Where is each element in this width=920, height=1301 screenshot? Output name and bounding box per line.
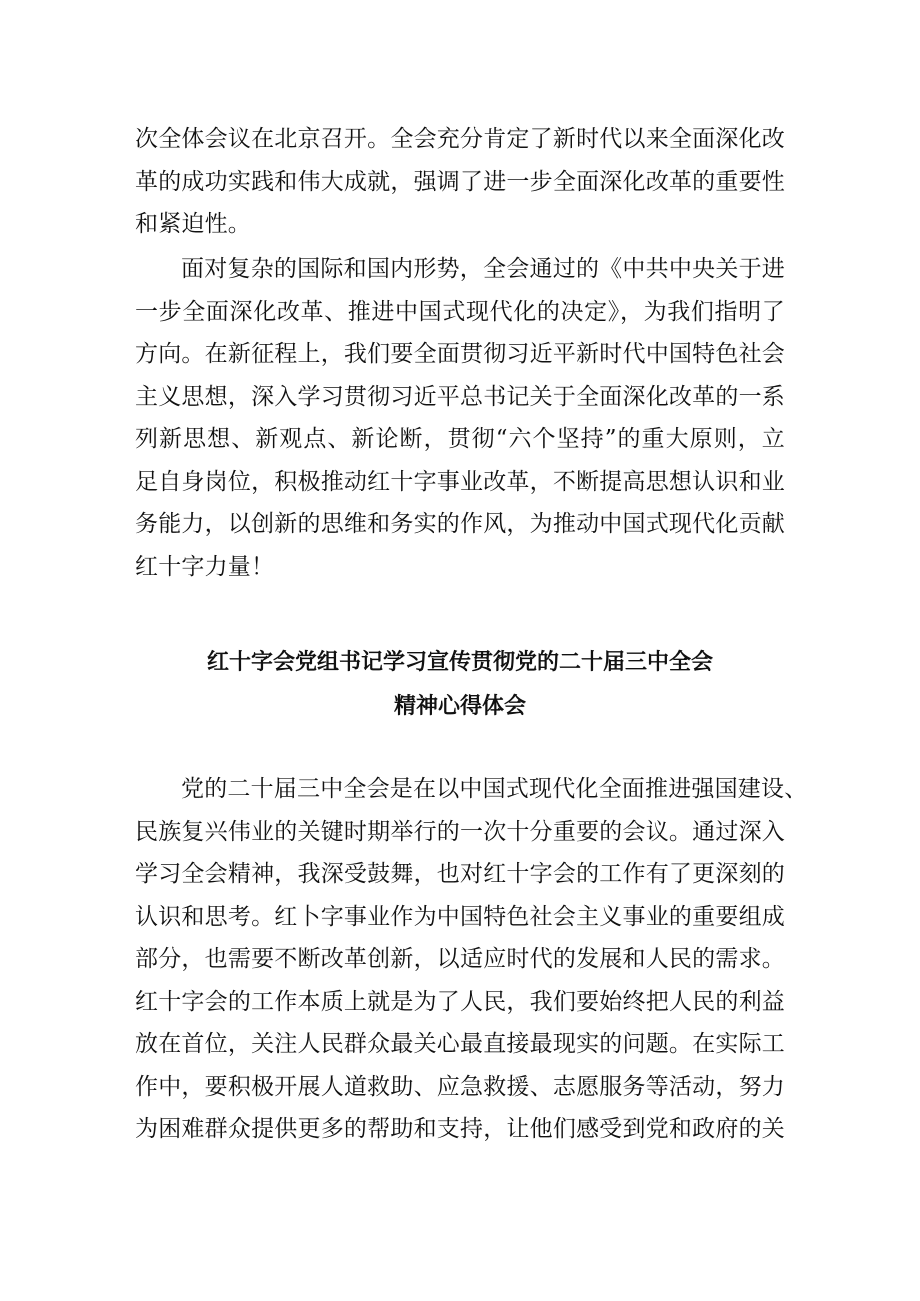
text-line: 学习全会精神，我深受鼓舞，也对红十字会的工作有了更深刻的	[135, 861, 785, 887]
text-line: 认识和思考。红卜字事业作为中国特色社会主义事业的重要组成	[135, 903, 785, 930]
text-line: 部分，也需要不断改革创新，以适应时代的发展和人民的需求。	[135, 946, 785, 972]
text-line: 主义思想，深入学习贯彻习近平总书记关于全面深化改革的一系	[135, 383, 785, 410]
text-line: 面对复杂的国际和国内形势，全会通过的《中共中央关于进	[181, 256, 785, 282]
text-line: 革的成功实践和伟大成就，强调了进一步全面深化改革的重要性	[135, 168, 785, 195]
text-line: 作中，要积极开展人道救助、应急救援、志愿服务等活动，努力	[135, 1073, 785, 1100]
paragraph-continuation	[135, 118, 785, 246]
text-line: 务能力，以创新的思维和务实的作风，为推动中国式现代化贡献	[135, 511, 785, 537]
section-title-line2: 精神心得体会	[393, 694, 526, 719]
section-title-line1: 红十字会党组书记学习宣传贯彻党的二十届三中全会	[206, 650, 713, 675]
text-line: 放在首位，关注人民群众最关心最直接最现实的问题。在实际工	[135, 1031, 785, 1057]
text-line: 列新思想、新观点、新论断，贯彻“六个坚持”的重大原则，立	[135, 426, 785, 452]
text-line: 红十字会的工作本质上就是为了人民，我们要始终把人民的利益	[135, 988, 785, 1015]
text-line: 一步全面深化改革、推进中国式现代化的决定》，为我们指明了	[135, 298, 785, 325]
text-line: 党的二十届三中全会是在以中国式现代化全面推进强国建设、	[181, 776, 808, 802]
text-line: 方向。在新征程上，我们要全面贯彻习近平新时代中国特色社会	[135, 341, 785, 367]
text-line: 次全体会议在北京召开。全会充分肯定了新时代以来全面深化改	[135, 126, 785, 152]
paragraph-intro	[135, 768, 808, 1151]
text-line: 红十字力量！	[135, 553, 275, 580]
text-line: 为困难群众提供更多的帮助和支持，让他们感受到党和政府的关	[135, 1116, 785, 1142]
text-line: 足自身岗位，积极推动红十字事业改革，不断提高思想认识和业	[135, 468, 785, 495]
text-line: 民族复兴伟业的关键时期举行的一次十分重要的会议。通过深入	[135, 818, 785, 845]
text-line: 和紧迫性。	[135, 211, 251, 237]
paragraph-direction	[135, 248, 785, 588]
